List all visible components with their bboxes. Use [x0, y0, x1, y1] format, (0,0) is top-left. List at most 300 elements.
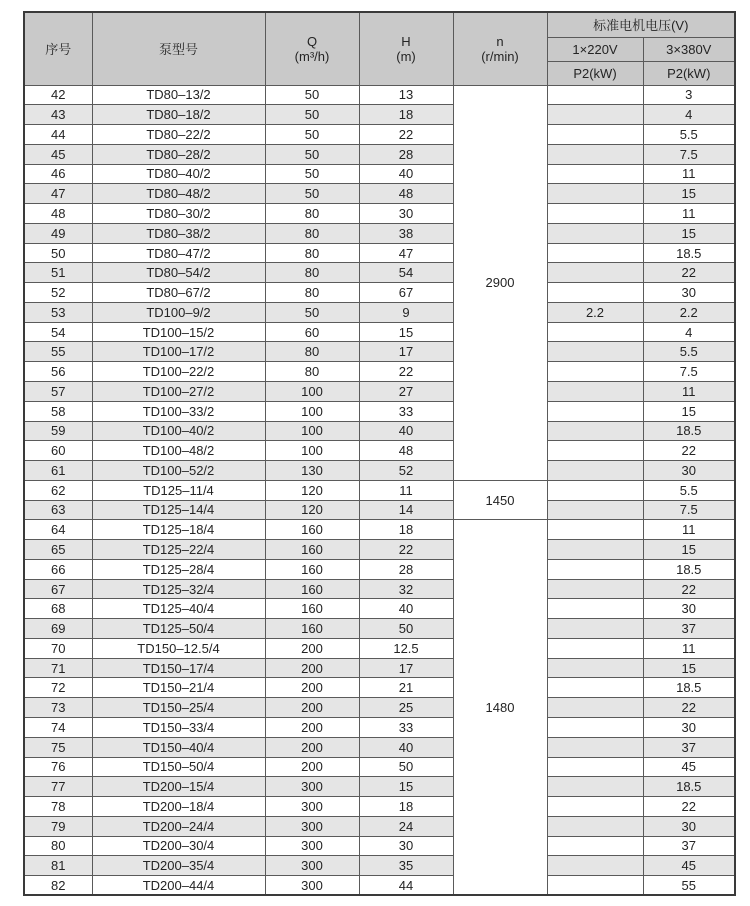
cell-serial: 57 — [24, 381, 92, 401]
cell-flow: 100 — [265, 421, 359, 441]
cell-power-220 — [547, 184, 643, 204]
cell-head: 40 — [359, 421, 453, 441]
cell-serial: 53 — [24, 302, 92, 322]
cell-power-380: 18.5 — [643, 559, 735, 579]
header-speed — [453, 12, 547, 85]
cell-flow: 160 — [265, 579, 359, 599]
cell-power-380: 45 — [643, 856, 735, 876]
cell-power-220 — [547, 816, 643, 836]
cell-flow: 200 — [265, 757, 359, 777]
header-flow-unit: (m³/h) — [294, 48, 330, 64]
cell-power-220 — [547, 777, 643, 797]
table-row — [24, 797, 735, 817]
cell-serial: 72 — [24, 678, 92, 698]
cell-model: TD200–18/4 — [92, 797, 265, 817]
cell-head: 9 — [359, 302, 453, 322]
cell-head: 35 — [359, 856, 453, 876]
pump-spec-table — [23, 11, 736, 896]
cell-power-380: 18.5 — [643, 678, 735, 698]
cell-power-380: 15 — [643, 223, 735, 243]
cell-serial: 59 — [24, 421, 92, 441]
cell-power-380: 18.5 — [643, 243, 735, 263]
cell-power-220 — [547, 125, 643, 145]
cell-power-220 — [547, 164, 643, 184]
cell-model: TD200–24/4 — [92, 816, 265, 836]
table-row — [24, 599, 735, 619]
cell-flow: 50 — [265, 302, 359, 322]
cell-head: 32 — [359, 579, 453, 599]
cell-flow: 80 — [265, 362, 359, 382]
header-power-380: P2(kW) — [643, 61, 735, 85]
cell-power-220 — [547, 619, 643, 639]
cell-head: 17 — [359, 658, 453, 678]
cell-flow: 200 — [265, 698, 359, 718]
cell-power-220 — [547, 144, 643, 164]
table-row — [24, 105, 735, 125]
table-row — [24, 302, 735, 322]
cell-flow: 200 — [265, 718, 359, 738]
cell-serial: 48 — [24, 204, 92, 224]
cell-power-380: 37 — [643, 836, 735, 856]
cell-flow: 50 — [265, 125, 359, 145]
cell-serial: 43 — [24, 105, 92, 125]
cell-flow: 50 — [265, 105, 359, 125]
cell-model: TD100–33/2 — [92, 401, 265, 421]
cell-power-380: 22 — [643, 698, 735, 718]
cell-power-220: 2.2 — [547, 302, 643, 322]
cell-power-220 — [547, 678, 643, 698]
table-row — [24, 856, 735, 876]
cell-model: TD100–22/2 — [92, 362, 265, 382]
cell-serial: 61 — [24, 461, 92, 481]
cell-model: TD100–52/2 — [92, 461, 265, 481]
cell-serial: 63 — [24, 500, 92, 520]
cell-power-220 — [547, 322, 643, 342]
table-row — [24, 223, 735, 243]
cell-head: 30 — [359, 836, 453, 856]
cell-serial: 56 — [24, 362, 92, 382]
cell-flow: 300 — [265, 777, 359, 797]
cell-flow: 120 — [265, 480, 359, 500]
table-row — [24, 184, 735, 204]
cell-power-380: 15 — [643, 540, 735, 560]
cell-head: 15 — [359, 777, 453, 797]
cell-speed-group: 2900 — [453, 85, 547, 480]
cell-head: 18 — [359, 797, 453, 817]
cell-model: TD80–54/2 — [92, 263, 265, 283]
table-row — [24, 816, 735, 836]
cell-head: 22 — [359, 362, 453, 382]
cell-flow: 80 — [265, 243, 359, 263]
cell-flow: 200 — [265, 678, 359, 698]
cell-model: TD80–13/2 — [92, 85, 265, 105]
cell-model: TD125–14/4 — [92, 500, 265, 520]
cell-flow: 80 — [265, 342, 359, 362]
cell-flow: 160 — [265, 559, 359, 579]
cell-power-380: 4 — [643, 105, 735, 125]
table-row — [24, 540, 735, 560]
table-row — [24, 401, 735, 421]
cell-flow: 80 — [265, 283, 359, 303]
table-row — [24, 757, 735, 777]
table-row — [24, 85, 735, 105]
header-power-220: P2(kW) — [547, 61, 643, 85]
cell-flow: 300 — [265, 816, 359, 836]
cell-power-220 — [547, 461, 643, 481]
cell-model: TD200–30/4 — [92, 836, 265, 856]
cell-power-380: 5.5 — [643, 342, 735, 362]
cell-head: 44 — [359, 876, 453, 896]
cell-model: TD125–18/4 — [92, 520, 265, 540]
header-speed-unit: (r/min) — [481, 48, 519, 64]
table-row — [24, 283, 735, 303]
cell-flow: 200 — [265, 737, 359, 757]
table-row — [24, 500, 735, 520]
cell-power-380: 22 — [643, 441, 735, 461]
cell-power-380: 18.5 — [643, 421, 735, 441]
cell-power-220 — [547, 856, 643, 876]
cell-model: TD125–11/4 — [92, 480, 265, 500]
cell-power-380: 11 — [643, 381, 735, 401]
cell-head: 48 — [359, 184, 453, 204]
cell-flow: 100 — [265, 401, 359, 421]
cell-flow: 160 — [265, 540, 359, 560]
cell-power-380: 15 — [643, 401, 735, 421]
cell-model: TD200–44/4 — [92, 876, 265, 896]
table-row — [24, 876, 735, 896]
cell-model: TD100–27/2 — [92, 381, 265, 401]
cell-serial: 50 — [24, 243, 92, 263]
cell-head: 50 — [359, 757, 453, 777]
cell-model: TD80–30/2 — [92, 204, 265, 224]
cell-power-220 — [547, 85, 643, 105]
cell-power-220 — [547, 757, 643, 777]
cell-power-220 — [547, 698, 643, 718]
cell-model: TD80–40/2 — [92, 164, 265, 184]
cell-model: TD100–9/2 — [92, 302, 265, 322]
cell-flow: 50 — [265, 184, 359, 204]
pump-spec-table-wrap — [23, 11, 736, 896]
table-row — [24, 480, 735, 500]
cell-power-380: 11 — [643, 164, 735, 184]
cell-serial: 79 — [24, 816, 92, 836]
table-header — [24, 12, 735, 85]
cell-power-380: 45 — [643, 757, 735, 777]
cell-power-220 — [547, 797, 643, 817]
cell-power-220 — [547, 579, 643, 599]
cell-speed-group: 1450 — [453, 480, 547, 520]
cell-power-380: 22 — [643, 797, 735, 817]
cell-serial: 51 — [24, 263, 92, 283]
header-voltage-380: 3×380V — [643, 37, 735, 61]
header-flow-symbol: Q — [306, 33, 318, 49]
cell-model: TD80–48/2 — [92, 184, 265, 204]
table-row — [24, 698, 735, 718]
table-row — [24, 718, 735, 738]
cell-head: 25 — [359, 698, 453, 718]
cell-flow: 80 — [265, 263, 359, 283]
cell-model: TD100–40/2 — [92, 421, 265, 441]
cell-power-220 — [547, 599, 643, 619]
cell-model: TD80–28/2 — [92, 144, 265, 164]
cell-serial: 82 — [24, 876, 92, 896]
table-row — [24, 461, 735, 481]
cell-power-220 — [547, 263, 643, 283]
cell-serial: 47 — [24, 184, 92, 204]
cell-power-220 — [547, 243, 643, 263]
table-row — [24, 520, 735, 540]
cell-model: TD200–35/4 — [92, 856, 265, 876]
cell-head: 38 — [359, 223, 453, 243]
cell-head: 50 — [359, 619, 453, 639]
cell-power-380: 30 — [643, 461, 735, 481]
cell-flow: 160 — [265, 619, 359, 639]
cell-serial: 80 — [24, 836, 92, 856]
cell-serial: 62 — [24, 480, 92, 500]
cell-head: 12.5 — [359, 638, 453, 658]
cell-model: TD80–38/2 — [92, 223, 265, 243]
cell-head: 67 — [359, 283, 453, 303]
cell-power-380: 30 — [643, 283, 735, 303]
cell-power-380: 15 — [643, 184, 735, 204]
cell-serial: 46 — [24, 164, 92, 184]
cell-power-380: 11 — [643, 638, 735, 658]
cell-power-380: 7.5 — [643, 362, 735, 382]
cell-power-220 — [547, 480, 643, 500]
cell-power-220 — [547, 421, 643, 441]
cell-power-380: 30 — [643, 816, 735, 836]
table-row — [24, 441, 735, 461]
cell-serial: 81 — [24, 856, 92, 876]
cell-model: TD150–33/4 — [92, 718, 265, 738]
cell-power-220 — [547, 223, 643, 243]
cell-power-380: 22 — [643, 579, 735, 599]
cell-model: TD125–28/4 — [92, 559, 265, 579]
cell-model: TD125–22/4 — [92, 540, 265, 560]
table-row — [24, 342, 735, 362]
cell-power-380: 4 — [643, 322, 735, 342]
cell-serial: 68 — [24, 599, 92, 619]
cell-power-380: 30 — [643, 718, 735, 738]
cell-serial: 73 — [24, 698, 92, 718]
table-row — [24, 362, 735, 382]
cell-power-220 — [547, 283, 643, 303]
cell-head: 24 — [359, 816, 453, 836]
cell-flow: 300 — [265, 856, 359, 876]
cell-power-220 — [547, 520, 643, 540]
cell-power-380: 37 — [643, 619, 735, 639]
header-flow — [265, 12, 359, 85]
cell-flow: 300 — [265, 836, 359, 856]
cell-flow: 160 — [265, 520, 359, 540]
cell-head: 40 — [359, 737, 453, 757]
cell-flow: 200 — [265, 638, 359, 658]
cell-flow: 80 — [265, 204, 359, 224]
cell-power-220 — [547, 500, 643, 520]
table-row — [24, 658, 735, 678]
cell-head: 22 — [359, 125, 453, 145]
header-voltage-group: 标准电机电压(V) — [547, 12, 735, 37]
cell-head: 14 — [359, 500, 453, 520]
cell-head: 47 — [359, 243, 453, 263]
cell-head: 54 — [359, 263, 453, 283]
cell-power-220 — [547, 737, 643, 757]
cell-head: 30 — [359, 204, 453, 224]
table-row — [24, 322, 735, 342]
table-row — [24, 678, 735, 698]
cell-power-220 — [547, 342, 643, 362]
cell-power-380: 7.5 — [643, 500, 735, 520]
cell-model: TD100–48/2 — [92, 441, 265, 461]
cell-power-220 — [547, 718, 643, 738]
cell-power-220 — [547, 836, 643, 856]
header-head-symbol: H — [401, 33, 411, 49]
table-row — [24, 579, 735, 599]
table-row — [24, 164, 735, 184]
cell-model: TD100–17/2 — [92, 342, 265, 362]
cell-power-220 — [547, 105, 643, 125]
cell-head: 17 — [359, 342, 453, 362]
cell-model: TD80–18/2 — [92, 105, 265, 125]
cell-head: 40 — [359, 599, 453, 619]
cell-head: 33 — [359, 718, 453, 738]
cell-serial: 70 — [24, 638, 92, 658]
cell-flow: 300 — [265, 797, 359, 817]
cell-serial: 65 — [24, 540, 92, 560]
header-model: 泵型号 — [92, 12, 265, 85]
cell-head: 28 — [359, 559, 453, 579]
cell-serial: 42 — [24, 85, 92, 105]
table-row — [24, 263, 735, 283]
table-body — [24, 85, 735, 895]
cell-power-380: 11 — [643, 204, 735, 224]
cell-serial: 54 — [24, 322, 92, 342]
cell-model: TD125–40/4 — [92, 599, 265, 619]
cell-flow: 50 — [265, 164, 359, 184]
cell-power-380: 3 — [643, 85, 735, 105]
cell-model: TD150–17/4 — [92, 658, 265, 678]
cell-head: 28 — [359, 144, 453, 164]
cell-flow: 120 — [265, 500, 359, 520]
cell-flow: 50 — [265, 85, 359, 105]
cell-serial: 71 — [24, 658, 92, 678]
cell-power-220 — [547, 876, 643, 896]
cell-head: 33 — [359, 401, 453, 421]
header-serial: 序号 — [24, 12, 92, 85]
header-head — [359, 12, 453, 85]
cell-power-380: 2.2 — [643, 302, 735, 322]
cell-power-380: 5.5 — [643, 125, 735, 145]
cell-serial: 74 — [24, 718, 92, 738]
cell-flow: 200 — [265, 658, 359, 678]
cell-model: TD80–67/2 — [92, 283, 265, 303]
cell-power-220 — [547, 441, 643, 461]
table-row — [24, 421, 735, 441]
cell-head: 21 — [359, 678, 453, 698]
cell-head: 18 — [359, 520, 453, 540]
cell-serial: 67 — [24, 579, 92, 599]
cell-serial: 75 — [24, 737, 92, 757]
cell-head: 18 — [359, 105, 453, 125]
cell-power-380: 18.5 — [643, 777, 735, 797]
cell-serial: 76 — [24, 757, 92, 777]
cell-head: 15 — [359, 322, 453, 342]
cell-flow: 60 — [265, 322, 359, 342]
cell-head: 11 — [359, 480, 453, 500]
cell-power-220 — [547, 381, 643, 401]
header-head-unit: (m) — [396, 48, 416, 64]
cell-flow: 100 — [265, 381, 359, 401]
cell-power-220 — [547, 401, 643, 421]
cell-power-220 — [547, 559, 643, 579]
cell-power-380: 37 — [643, 737, 735, 757]
cell-model: TD150–21/4 — [92, 678, 265, 698]
table-row — [24, 777, 735, 797]
cell-power-220 — [547, 204, 643, 224]
cell-head: 13 — [359, 85, 453, 105]
cell-serial: 58 — [24, 401, 92, 421]
cell-head: 40 — [359, 164, 453, 184]
table-row — [24, 559, 735, 579]
cell-power-380: 5.5 — [643, 480, 735, 500]
cell-flow: 300 — [265, 876, 359, 896]
cell-model: TD150–12.5/4 — [92, 638, 265, 658]
cell-flow: 100 — [265, 441, 359, 461]
table-row — [24, 125, 735, 145]
cell-head: 22 — [359, 540, 453, 560]
header-voltage-220: 1×220V — [547, 37, 643, 61]
cell-speed-group: 1480 — [453, 520, 547, 896]
cell-serial: 66 — [24, 559, 92, 579]
header-speed-symbol: n — [496, 33, 504, 49]
cell-model: TD150–25/4 — [92, 698, 265, 718]
cell-power-220 — [547, 362, 643, 382]
cell-serial: 44 — [24, 125, 92, 145]
cell-serial: 60 — [24, 441, 92, 461]
cell-serial: 64 — [24, 520, 92, 540]
cell-serial: 69 — [24, 619, 92, 639]
cell-flow: 50 — [265, 144, 359, 164]
cell-model: TD150–50/4 — [92, 757, 265, 777]
cell-power-220 — [547, 638, 643, 658]
cell-power-220 — [547, 658, 643, 678]
table-row — [24, 737, 735, 757]
cell-model: TD125–32/4 — [92, 579, 265, 599]
cell-head: 52 — [359, 461, 453, 481]
cell-power-380: 55 — [643, 876, 735, 896]
cell-model: TD80–47/2 — [92, 243, 265, 263]
cell-serial: 45 — [24, 144, 92, 164]
table-row — [24, 243, 735, 263]
cell-flow: 80 — [265, 223, 359, 243]
table-row — [24, 144, 735, 164]
cell-model: TD125–50/4 — [92, 619, 265, 639]
table-row — [24, 638, 735, 658]
cell-power-220 — [547, 540, 643, 560]
cell-power-380: 15 — [643, 658, 735, 678]
cell-serial: 52 — [24, 283, 92, 303]
cell-head: 27 — [359, 381, 453, 401]
cell-head: 48 — [359, 441, 453, 461]
table-row — [24, 836, 735, 856]
cell-model: TD80–22/2 — [92, 125, 265, 145]
cell-power-380: 7.5 — [643, 144, 735, 164]
cell-serial: 49 — [24, 223, 92, 243]
cell-serial: 55 — [24, 342, 92, 362]
cell-model: TD200–15/4 — [92, 777, 265, 797]
table-row — [24, 619, 735, 639]
cell-model: TD100–15/2 — [92, 322, 265, 342]
